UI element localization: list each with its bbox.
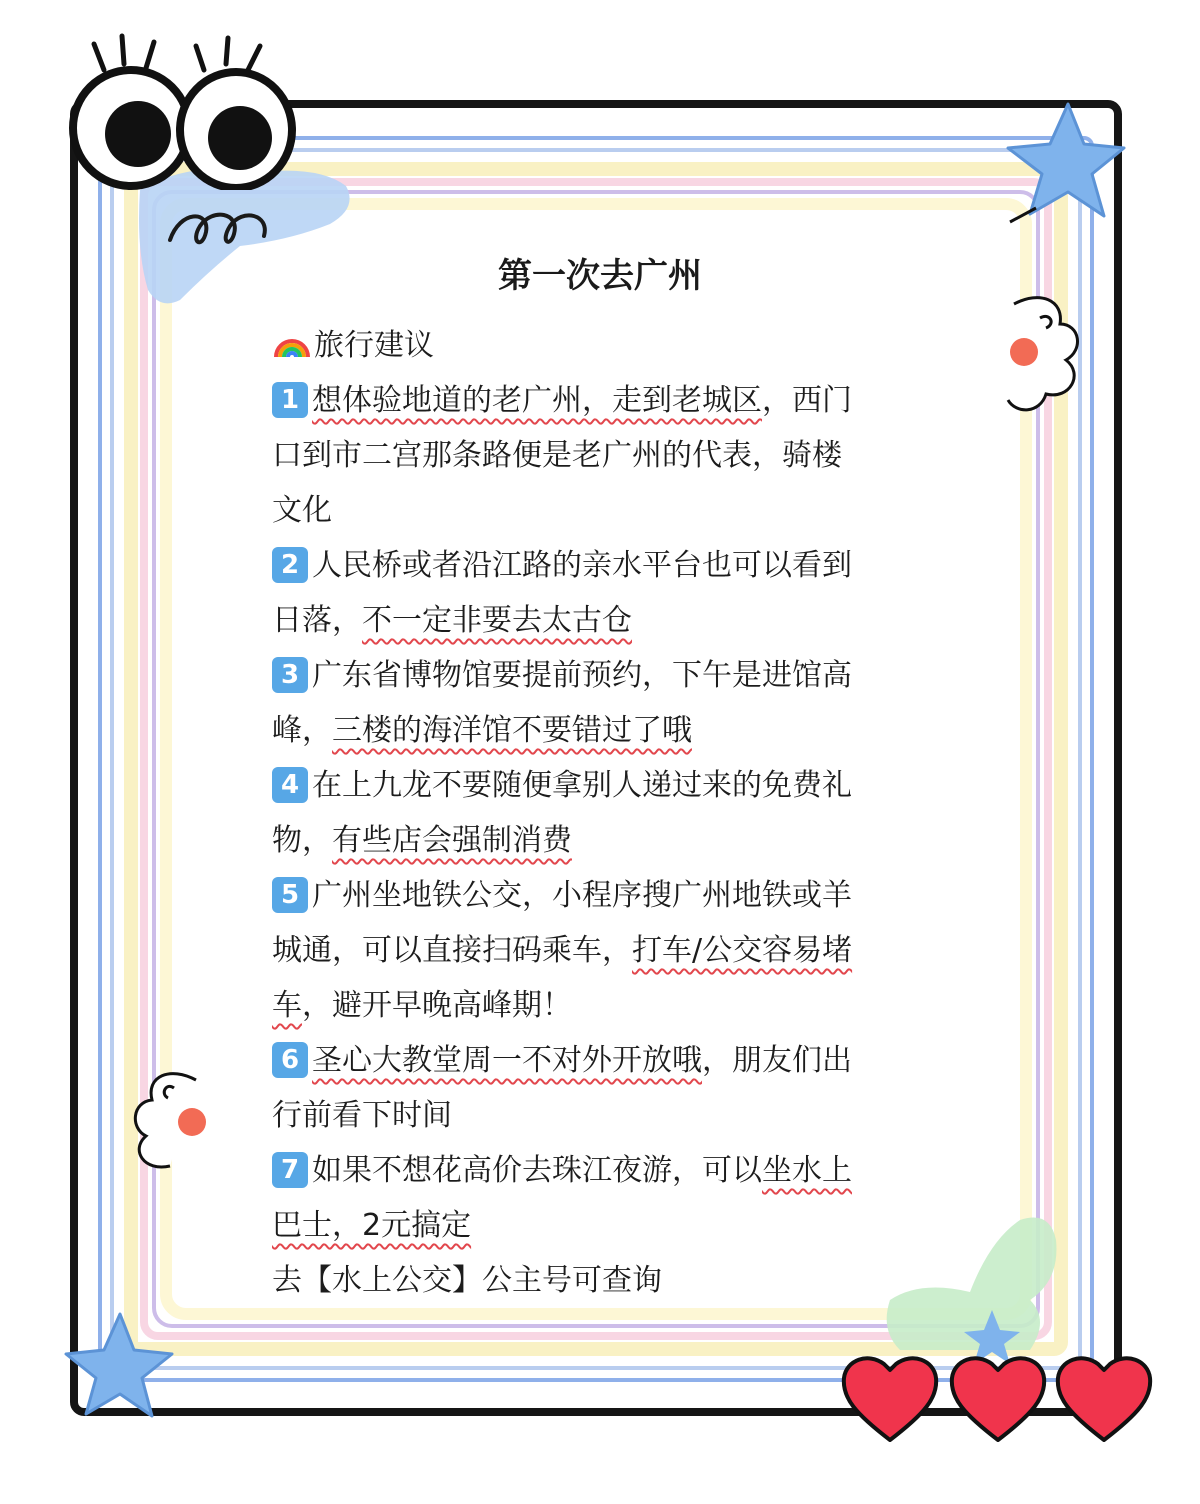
cloud-face-icon (126, 1066, 216, 1176)
keycap-3-icon: 3 (272, 657, 308, 693)
page-title: 第一次去广州 (498, 256, 702, 296)
tip-line: 行前看下时间 (272, 1098, 452, 1133)
tip-line: 文化 (272, 493, 332, 528)
section-heading-text: 旅行建议 (314, 328, 434, 363)
highlight: 圣心大教堂周一不对外开放哦 (312, 1043, 702, 1078)
hearts-decor (836, 1350, 1166, 1450)
rainbow-icon (272, 329, 312, 359)
tip-line: 日落，不一定非要去太古仓 (272, 603, 632, 638)
blue-star-icon (60, 1306, 180, 1426)
tip-line: 城通，可以直接扫码乘车，打车/公交容易堵 (272, 933, 853, 968)
tip-line (272, 1198, 952, 1253)
highlight: 车 (272, 988, 302, 1023)
keycap-1-icon: 1 (272, 382, 308, 418)
highlight: 想体验地道的老广州，走到老城区 (312, 383, 762, 418)
tip-line: 车，避开早晚高峰期！ (272, 988, 572, 1023)
tip-line: 3 广东省博物馆要提前预约，下午是进馆高 (272, 648, 952, 703)
highlight: 不一定非要去太古仓 (362, 603, 632, 638)
blue-star-icon (1000, 96, 1130, 226)
section-heading (272, 318, 952, 373)
cloud-face-icon (1000, 290, 1090, 420)
heart-icon (844, 1358, 936, 1440)
tip-line: 6 圣心大教堂周一不对外开放哦，朋友们出 (272, 1033, 952, 1088)
highlight: 三楼的海洋馆不要错过了哦 (332, 713, 692, 748)
tip-line: 5 广州坐地铁公交，小程序搜广州地铁或羊 (272, 868, 952, 923)
googly-eyes-icon (36, 30, 306, 190)
tip-line: 7 如果不想花高价去珠江夜游，可以坐水上 (272, 1143, 952, 1198)
keycap-7-icon: 7 (272, 1152, 308, 1188)
heart-icon (952, 1358, 1044, 1440)
highlight: 打车/公交容易堵 (632, 933, 853, 968)
tip-line: 去【水上公交】公主号可查询 (272, 1263, 662, 1298)
tip-line: 4 在上九龙不要随便拿别人递过来的免费礼 (272, 758, 952, 813)
keycap-5-icon: 5 (272, 877, 308, 913)
highlight: 巴士，2元搞定 (272, 1208, 472, 1243)
travel-tips (272, 318, 952, 1308)
tip-line: 物，有些店会强制消费 (272, 823, 572, 858)
highlight: 坐水上 (762, 1153, 852, 1188)
tip-line: 峰，三楼的海洋馆不要错过了哦 (272, 713, 692, 748)
tip-line: 2 人民桥或者沿江路的亲水平台也可以看到 (272, 538, 952, 593)
tip-line: 口到市二宫那条路便是老广州的代表，骑楼 (272, 438, 842, 473)
highlight: 有些店会强制消费 (332, 823, 572, 858)
keycap-4-icon: 4 (272, 767, 308, 803)
tip-line: 1 想体验地道的老广州，走到老城区，西门 (272, 373, 952, 428)
keycap-6-icon: 6 (272, 1042, 308, 1078)
keycap-2-icon: 2 (272, 547, 308, 583)
heart-icon (1058, 1358, 1150, 1440)
